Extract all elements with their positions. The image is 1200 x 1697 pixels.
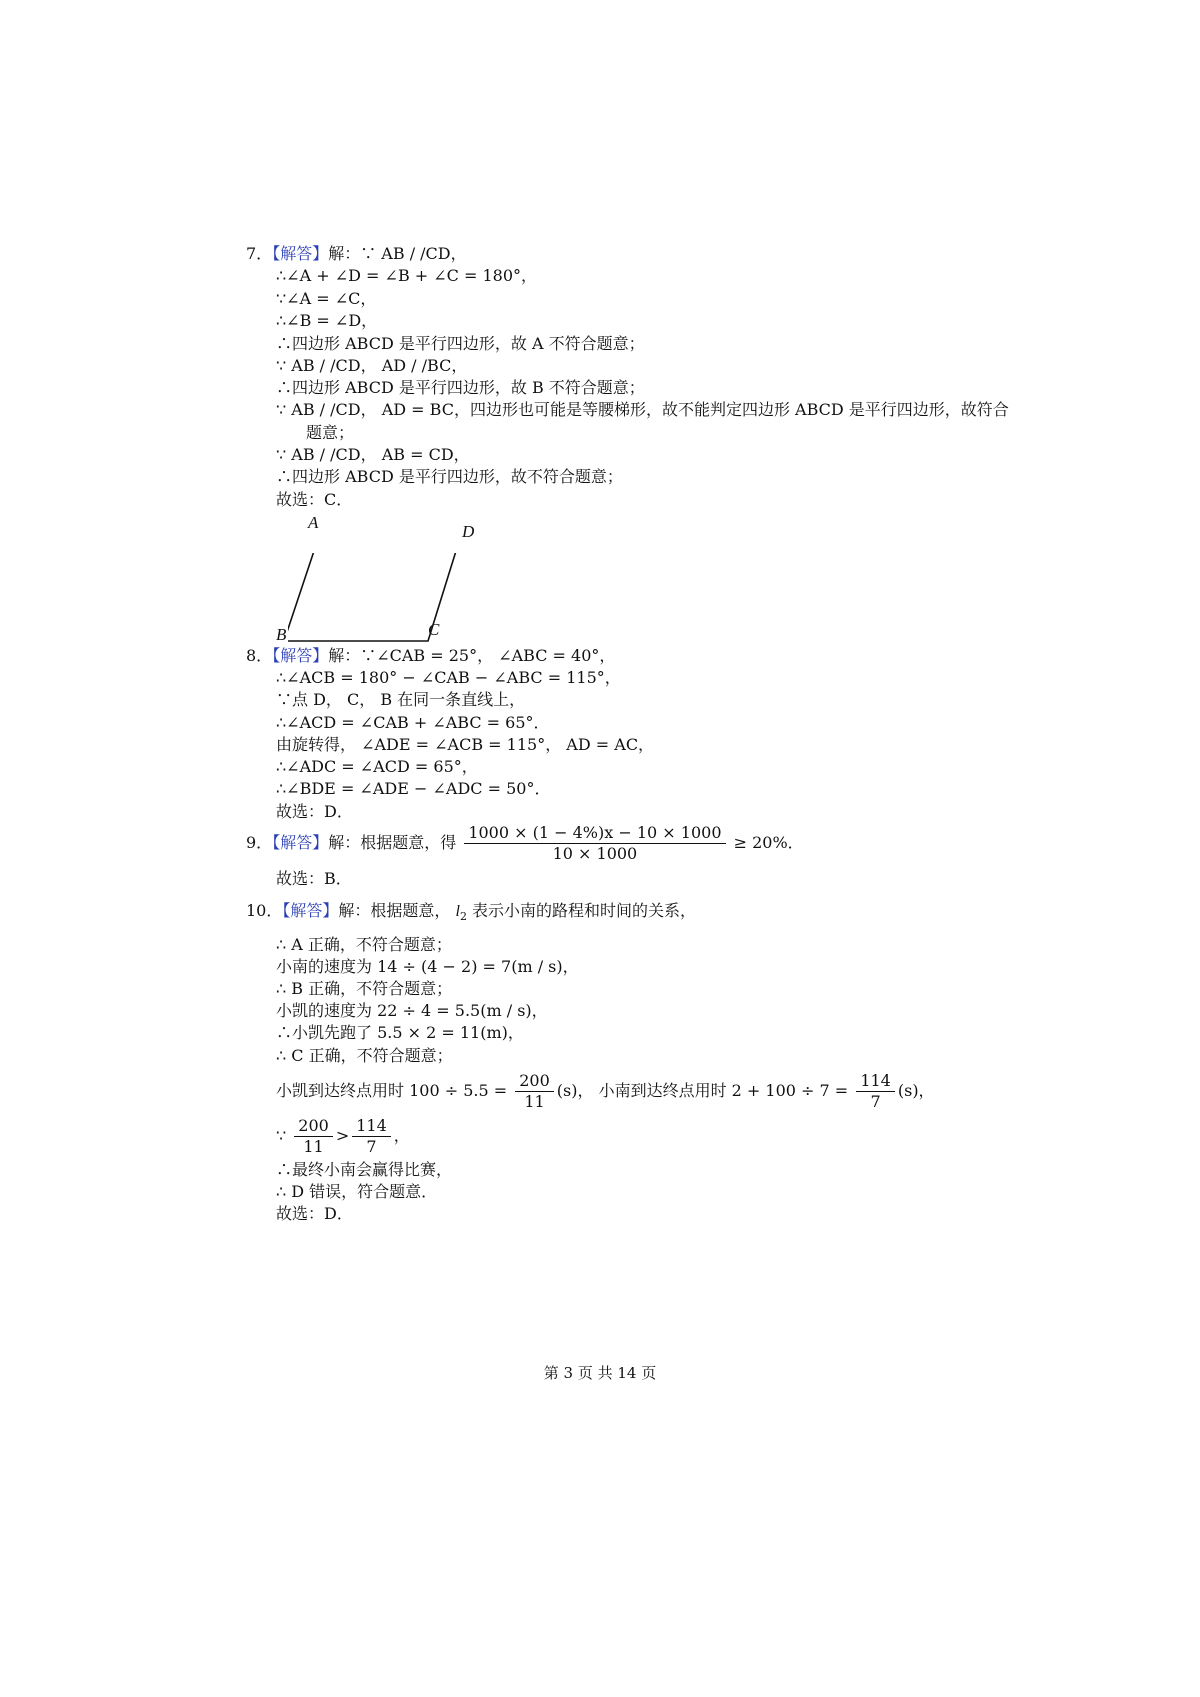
q10-line1-b: 表示小南的路程和时间的关系， (472, 901, 697, 920)
q10-time-c: (s)， (897, 1081, 935, 1100)
q7-answer-tag: 【解答】 (272, 244, 329, 263)
q10-compare-line (276, 1116, 410, 1157)
q7-line-2: ∵∠A = ∠C， (276, 289, 377, 308)
q9-numerator: 1000 × (1 − 4%)x − 10 × 1000 (464, 823, 725, 844)
q10-time-fraction-1 (515, 1071, 554, 1112)
vertex-label-c: C (428, 620, 440, 639)
q7-line-9: ∵ AB / /CD， AB = CD， (276, 445, 470, 464)
q10-time-fraction-2 (856, 1071, 895, 1112)
q10-line-0: ∴ A 正确，不符合题意； (276, 935, 452, 954)
q10-line-2: ∴ B 正确，不符合题意； (276, 979, 453, 998)
q10-compare-f2-num: 114 (352, 1116, 391, 1137)
q10-time-b: (s)， 小南到达终点用时 2 + 100 ÷ 7 = (556, 1081, 849, 1100)
vertex-label-d: D (462, 522, 475, 541)
q9-suffix: ≥ 20%． (733, 833, 804, 852)
q10-number: 10． (246, 901, 283, 920)
q9-answer: 故选：B． (276, 869, 352, 888)
q10-compare-end: ， (393, 1126, 410, 1145)
q8-line-5: ∴∠ADC = ∠ACD = 65°， (276, 757, 478, 776)
page-footer: 第 3 页 共 14 页 (543, 1364, 657, 1382)
q9-answer-tag: 【解答】 (272, 833, 329, 852)
q10-compare-fraction-1 (294, 1116, 333, 1157)
q7-line-0: 解：∵ AB / /CD， (328, 244, 467, 263)
q10-after-0: ∴最终小南会赢得比赛， (276, 1160, 453, 1179)
q10-compare-gt: > (335, 1126, 350, 1145)
q10-time-f1-num: 200 (515, 1071, 554, 1092)
q7-line-5: ∵ AB / /CD， AD / /BC， (276, 356, 468, 375)
q8-answer-tag: 【解答】 (272, 646, 329, 665)
q9-denominator: 10 × 1000 (552, 844, 638, 863)
q7-line-7: ∵ AB / /CD， AD = BC，四边形也可能是等腰梯形，故不能判定四边形 ABCD 是平行四边形，故符合 (276, 400, 1009, 419)
q10-l-subscript: 2 (459, 910, 467, 923)
q8-line-0: 解：∵∠CAB = 25°， ∠ABC = 40°， (328, 646, 616, 665)
q10-time-line (276, 1071, 935, 1112)
q10-compare-fraction-2 (352, 1116, 391, 1157)
q10-time-f2-num: 114 (856, 1071, 895, 1092)
q10-time-f1-den: 11 (524, 1092, 545, 1111)
vertex-label-b: B (276, 625, 287, 644)
q10-line1-a: 解：根据题意， (338, 901, 451, 920)
q7-line-6: ∴四边形 ABCD 是平行四边形，故 B 不符合题意； (276, 378, 645, 397)
q8-line-3: ∴∠ACD = ∠CAB + ∠ABC = 65°． (276, 713, 550, 732)
q8-line-6: ∴∠BDE = ∠ADE − ∠ADC = 50°． (276, 779, 551, 798)
q10-l-symbol: l (455, 903, 460, 920)
q10-after-1: ∴ D 错误，符合题意． (276, 1182, 438, 1201)
q10-line-5: ∴ C 正确，不符合题意； (276, 1046, 453, 1065)
q10-line-1: 小南的速度为 14 ÷ (4 − 2) = 7(m / s)， (276, 957, 579, 976)
q7-line-4: ∴四边形 ABCD 是平行四边形，故 A 不符合题意； (276, 334, 645, 353)
q9-number: 9． (246, 833, 273, 852)
q7-line-1: ∴∠A + ∠D = ∠B + ∠C = 180°， (276, 266, 538, 285)
q7-line-3: ∴∠B = ∠D， (276, 311, 378, 330)
q10-line-3: 小凯的速度为 22 ÷ 4 = 5.5(m / s)， (276, 1001, 548, 1020)
q7-line-11: 故选：C． (276, 490, 353, 509)
q7-header (246, 244, 467, 264)
q10-compare-f1-den: 11 (303, 1137, 324, 1156)
q8-line-2: ∵点 D， C， B 在同一条直线上， (276, 690, 526, 709)
q7-line-10: ∴四边形 ABCD 是平行四边形，故不符合题意； (276, 467, 623, 486)
q10-compare-f2-den: 7 (366, 1137, 377, 1156)
q9-prefix: 解：根据题意，得 (328, 833, 457, 852)
q10-header (246, 901, 696, 927)
q10-answer-tag: 【解答】 (282, 901, 339, 920)
q9-header (246, 823, 804, 864)
q8-header (246, 646, 615, 666)
q10-after-2: 故选：D． (276, 1204, 353, 1223)
q8-number: 8． (246, 646, 273, 665)
q7-number: 7． (246, 244, 273, 263)
q9-fraction (464, 823, 725, 864)
q8-line-4: 由旋转得， ∠ADE = ∠ACB = 115°， AD = AC， (276, 735, 655, 754)
q7-line-8: 题意； (306, 423, 355, 442)
q10-time-a: 小凯到达终点用时 100 ÷ 5.5 = (276, 1081, 508, 1100)
vertex-label-a: A (308, 513, 319, 532)
q10-time-f2-den: 7 (870, 1092, 881, 1111)
q8-line-1: ∴∠ACB = 180° − ∠CAB − ∠ABC = 115°， (276, 668, 621, 687)
q8-line-7: 故选：D． (276, 802, 353, 821)
q10-compare-because: ∵ (276, 1126, 287, 1145)
q10-compare-f1-num: 200 (294, 1116, 333, 1137)
q10-line-4: ∴小凯先跑了 5.5 × 2 = 11(m)， (276, 1023, 524, 1042)
